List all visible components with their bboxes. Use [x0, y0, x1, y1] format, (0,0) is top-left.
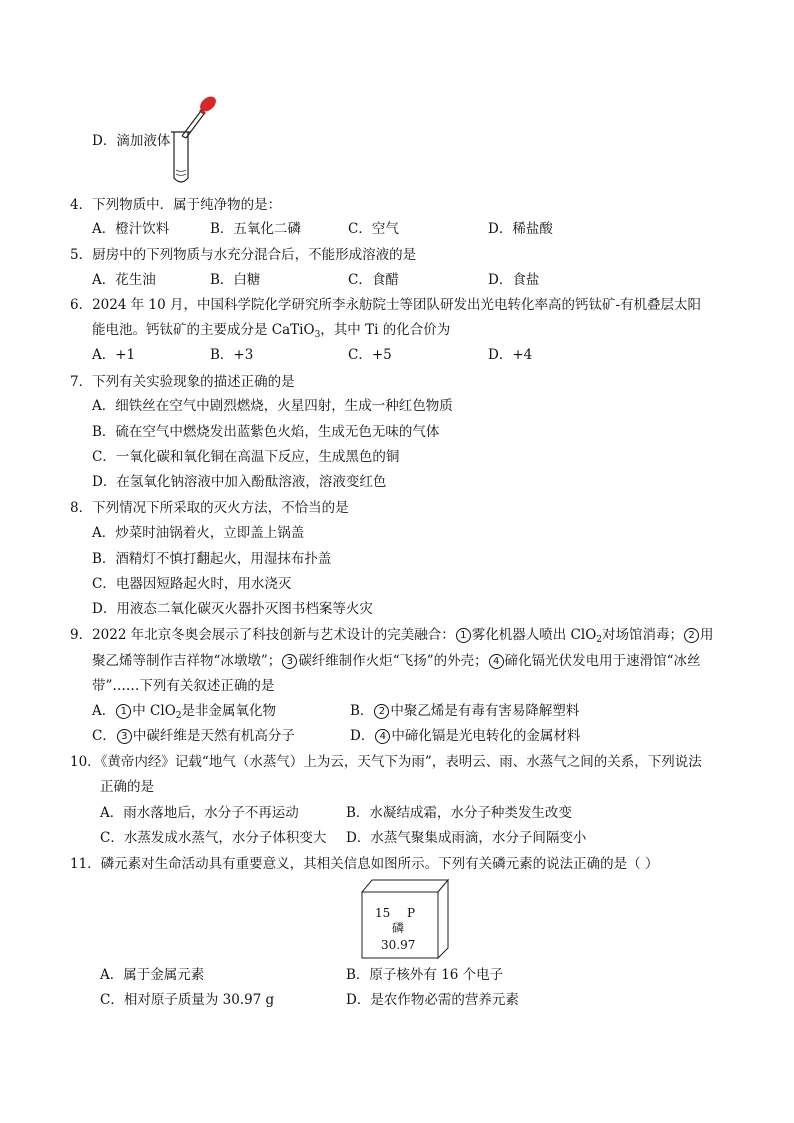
q3-option-d: D．滴加液体 — [92, 133, 171, 149]
q9-option-d: D． 4 中碲化镉是光电转化的金属材料 — [350, 728, 581, 744]
q4-option-c: C．空气 — [348, 221, 399, 237]
circled-2: 2 — [684, 628, 699, 643]
q4-option-a: A．橙汁饮料 — [92, 221, 170, 237]
circled-1: 1 — [116, 704, 131, 719]
q9-option-a: A． 1 中 ClO$_2$是非金属氧化物 — [92, 703, 276, 721]
circled-3: 3 — [282, 654, 297, 669]
element-name: 磷 — [392, 921, 405, 935]
q4-option-d: D．稀盐酸 — [488, 221, 553, 237]
q9-option-b: B． 2 中聚乙烯是有毒有害易降解塑料 — [350, 703, 580, 719]
q11-option-b: B．原子核外有 16 个电子 — [346, 967, 504, 983]
atomic-number: 15 — [375, 906, 391, 920]
dropper-test-tube-illustration — [168, 92, 228, 187]
q6-option-a: A．+1 — [92, 347, 136, 363]
q5-option-a: A．花生油 — [92, 272, 156, 288]
q11-stem: 11．磷元素对生命活动具有重要意义，其相关信息如图所示。下列有关磷元素的说法正确的是（ ） — [70, 856, 659, 872]
q5-option-b: B．白糖 — [210, 272, 261, 288]
q8-option-d: D．用液态二氧化碳灭火器扑灭图书档案等火灾 — [92, 601, 373, 617]
q10-option-a: A．雨水落地后，水分子不再运动 — [100, 805, 299, 821]
q11-option-d: D．是农作物必需的营养元素 — [346, 992, 519, 1008]
q7-option-a: A．细铁丝在空气中剧烈燃烧，火星四射，生成一种红色物质 — [92, 398, 453, 414]
q10-stem-line1: 10．《黄帝内经》记载“地气（水蒸气）上为云，天气下为雨”，表明云、雨、水蒸气之间的关系，下列说法 — [70, 754, 702, 770]
q9-stem-line2: 聚乙烯等制作吉祥物“冰墩墩”； 3 碳纤维制作火炬“飞扬”的外壳； 4 碲化镉光伏发电用于速滑馆“冰丝 — [92, 653, 701, 669]
q7-option-b: B．硫在空气中燃烧发出蓝紫色火焰，生成无色无味的气体 — [92, 424, 440, 440]
q9-stem-line3: 带”……下列有关叙述正确的是 — [92, 678, 275, 694]
q6-stem-line1: 6．2024 年 10 月，中国科学院化学研究所李永舫院士等团队研发出光电转化率高的钙钛矿-有机叠层太阳 — [70, 297, 702, 313]
q10-stem-line2: 正确的是 — [100, 779, 154, 795]
q8-option-b: B．酒精灯不慎打翻起火，用湿抹布扑盖 — [92, 551, 332, 567]
q8-option-a: A．炒菜时油锅着火，立即盖上锅盖 — [92, 525, 305, 541]
circled-3: 3 — [117, 729, 132, 744]
q5-option-d: D．食盐 — [488, 272, 540, 288]
q4-option-b: B．五氧化二磷 — [210, 221, 301, 237]
phosphorus-element-cube — [360, 878, 450, 960]
q9-option-c: C． 3 中碳纤维是天然有机高分子 — [92, 728, 295, 744]
element-symbol: P — [407, 906, 416, 920]
q7-stem: 7．下列有关实验现象的描述正确的是 — [70, 374, 295, 390]
q8-stem: 8．下列情况下所采取的灭火方法，不恰当的是 — [70, 500, 349, 516]
q10-option-c: C．水蒸发成水蒸气，水分子体积变大 — [100, 830, 327, 846]
q9-stem-line1: 9．2022 年北京冬奥会展示了科技创新与艺术设计的完美融合： 1 雾化机器人喷出 ClO$_2$对场馆消毒； 2 用 — [70, 627, 714, 645]
circled-1: 1 — [456, 628, 471, 643]
q6-option-b: B．+3 — [210, 347, 254, 363]
q7-option-d: D．在氢氧化钠溶液中加入酚酞溶液，溶液变红色 — [92, 474, 387, 490]
atomic-mass: 30.97 — [381, 938, 416, 952]
q11-option-a: A．属于金属元素 — [100, 967, 205, 983]
circled-2: 2 — [374, 704, 389, 719]
q5-stem: 5．厨房中的下列物质与水充分混合后，不能形成溶液的是 — [70, 247, 417, 263]
q11-option-c: C．相对原子质量为 30.97 g — [100, 992, 275, 1008]
q6-option-c: C．+5 — [348, 347, 392, 363]
q6-stem-line2: 能电池。钙钛矿的主要成分是 CaTiO$_3$，其中 Ti 的化合价为 — [92, 322, 451, 340]
q5-option-c: C．食醋 — [348, 272, 399, 288]
circled-4: 4 — [375, 729, 390, 744]
q8-option-c: C．电器因短路起火时，用水浇灭 — [92, 576, 292, 592]
q4-stem: 4．下列物质中．属于纯净物的是： — [70, 197, 282, 213]
q10-option-d: D．水蒸气聚集成雨滴，水分子间隔变小 — [346, 830, 587, 846]
q10-option-b: B．水凝结成霜，水分子种类发生改变 — [346, 805, 572, 821]
q7-option-c: C．一氧化碳和氧化铜在高温下反应，生成黑色的铜 — [92, 449, 400, 465]
circled-4: 4 — [489, 654, 504, 669]
q6-option-d: D．+4 — [488, 347, 533, 363]
